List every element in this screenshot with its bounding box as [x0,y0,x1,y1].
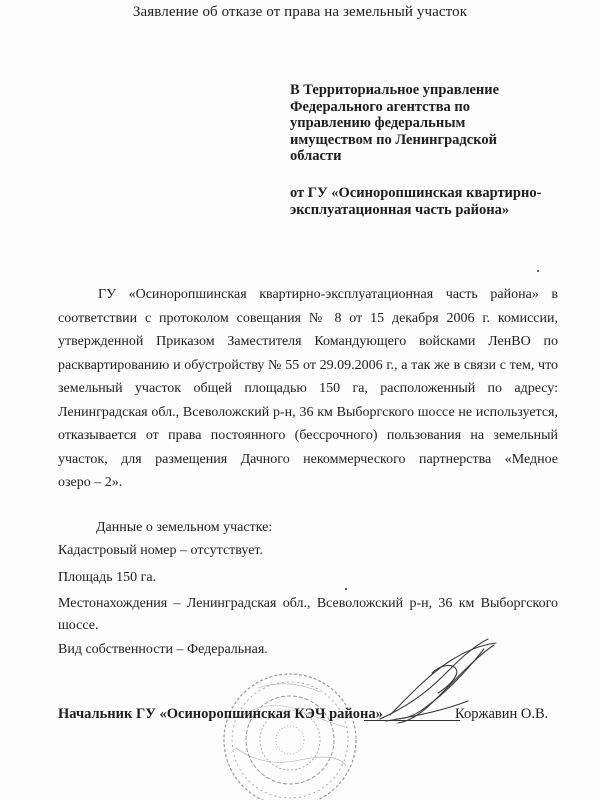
signature-line [364,720,460,721]
official-stamp [208,648,368,800]
addressee-line: области [290,148,342,164]
body-paragraph [58,283,558,495]
body-line: соответствии с протоколом совещания № 8 от 15 декабря 2006 г. комиссии, [58,310,558,326]
addressee-line: имуществом по Ленинградской [290,131,497,148]
signature-block [58,706,558,723]
addressee-line: Федерального агентства по [290,98,471,115]
addressee-line: управлению федеральным [290,115,466,131]
body-line: утвержденной Приказом Заместителя Командующего войсками ЛенВО по [58,334,558,349]
sender-block [290,185,590,219]
signatory-position: Начальник ГУ «Осиноропшинская КЭЧ района» [58,706,383,722]
body-line: отказывается от права постоянного (бессрочного) пользования на земельный [58,428,558,443]
land-location: Местонахождения – Ленинградская обл., Всеволожский р-н, 36 км Выборгского [58,596,558,611]
land-location-cont: шоссе. [58,618,99,633]
addressee-line: В Территориальное управление [290,82,500,98]
sender-line: от ГУ «Осиноропшинская квартирно- [290,185,542,201]
body-line: участок, для размещения Дачного некоммерческого партнерства «Медное [58,451,558,467]
ownership-type: Вид собственности – Федеральная. [58,642,268,657]
body-line: ГУ «Осиноропшинская квартирно-эксплуатационная часть района» в [98,287,558,302]
addressee-block [290,82,590,165]
body-line: озеро – 2». [58,475,123,490]
land-area: Площадь 150 га. [58,570,157,585]
scan-speck [345,588,347,590]
cadastral-number: Кадастровый номер – отсутствует. [58,543,263,558]
body-line: земельный участок общей площадью 150 га, расположенный по адресу: [58,381,558,396]
details-heading: Данные о земельном участке: [96,520,273,535]
scan-speck [537,270,539,272]
signatory-name: Коржавин О.В. [455,706,549,722]
document-title: Заявление об отказе от права на земельный участок [132,4,468,20]
body-line: Ленинградская обл., Всеволожский р-н, 36 км Выборгского шоссе не используется, [58,404,558,420]
sender-line: эксплуатационная часть района» [290,202,510,218]
body-line: расквартированию и обустройству № 55 от 29.09.2006 г., а так же в связи с тем, что [58,357,558,373]
